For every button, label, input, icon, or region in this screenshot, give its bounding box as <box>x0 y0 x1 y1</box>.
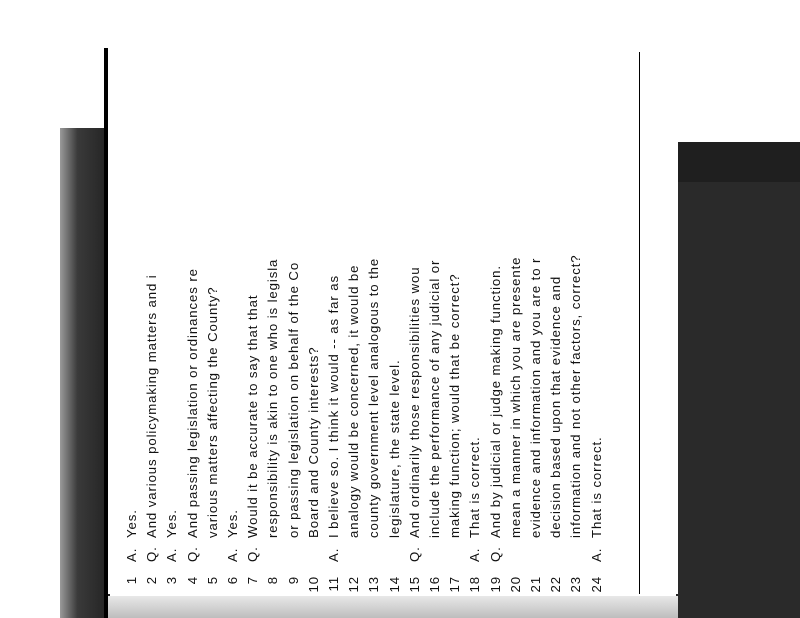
transcript-line <box>486 52 506 594</box>
line-text: various matters affecting the County? <box>204 286 220 538</box>
line-number: 7 <box>245 576 261 585</box>
line-number: 9 <box>285 576 301 585</box>
transcript-line <box>324 52 344 594</box>
scan-shadow-left <box>60 128 110 618</box>
speaker-label: A. <box>164 547 180 562</box>
line-number: 16 <box>427 576 442 593</box>
transcript-line <box>203 52 223 594</box>
transcript-line <box>162 52 182 594</box>
line-number: 14 <box>386 576 402 593</box>
transcript-line <box>263 52 283 594</box>
transcript-line <box>587 52 607 594</box>
line-text: responsibility is akin to one who is legisla <box>265 258 281 538</box>
line-number: 5 <box>204 576 220 585</box>
speaker-label: A. <box>326 547 341 562</box>
transcript-line <box>344 52 364 594</box>
transcript-page <box>108 52 678 594</box>
speaker-label: Q. <box>487 546 503 562</box>
transcript-line <box>425 52 445 594</box>
line-number: 13 <box>366 576 382 593</box>
line-text: And various policymaking matters and i <box>144 274 160 538</box>
line-number: 21 <box>528 576 543 593</box>
scan-shadow-right <box>676 142 800 618</box>
line-number: 15 <box>406 576 422 593</box>
line-text: And passing legislation or ordinances re <box>184 268 200 538</box>
transcript-line <box>284 52 304 594</box>
line-number: 18 <box>467 576 483 593</box>
transcript-line <box>546 52 566 594</box>
line-number: 8 <box>265 576 281 585</box>
line-text: or passing legislation on behalf of the Co <box>285 261 301 538</box>
transcript-line <box>223 52 243 594</box>
line-text: information and not other factors, correct? <box>568 254 584 538</box>
scan-bottom-strip <box>108 596 678 618</box>
speaker-label: Q. <box>184 546 200 562</box>
line-text: And by judicial or judge making function. <box>487 265 503 538</box>
line-text: mean a manner in which you are presente <box>507 256 523 538</box>
transcript-line <box>506 52 526 594</box>
line-text: decision based upon that evidence and <box>548 275 564 538</box>
speaker-label: A. <box>467 547 483 562</box>
line-number: 6 <box>225 576 240 585</box>
line-text: analogy would be concerned, it would be <box>346 264 362 538</box>
line-text: Would it be accurate to say that that <box>245 294 261 538</box>
transcript-line <box>122 52 142 594</box>
transcript-line <box>405 52 425 594</box>
transcript-line <box>183 52 203 594</box>
line-text: Yes. <box>225 509 240 538</box>
transcript-line <box>445 52 465 594</box>
line-number-rule <box>639 52 640 594</box>
speaker-label: Q. <box>245 546 261 562</box>
line-text: legislature, the state level. <box>386 359 402 538</box>
speaker-label: Q. <box>144 546 160 562</box>
line-number: 11 <box>326 576 341 592</box>
line-number: 24 <box>588 576 604 593</box>
line-text: Yes. <box>124 509 139 538</box>
line-text: Yes. <box>164 509 180 538</box>
transcript-line <box>142 52 162 594</box>
transcript-line <box>385 52 405 594</box>
line-text: include the performance of any judicial or <box>427 259 442 538</box>
transcript-line <box>304 52 324 594</box>
line-number: 23 <box>568 576 584 593</box>
transcript-line <box>526 52 546 594</box>
line-number: 22 <box>548 576 564 593</box>
line-text: I believe so. I think it would -- as far as <box>326 275 341 538</box>
transcript-line <box>243 52 263 594</box>
line-text: county government level analogous to the <box>366 257 382 538</box>
speaker-label: Q. <box>406 546 422 562</box>
scan-shadow-right-top <box>676 142 800 182</box>
speaker-label: A. <box>588 547 604 562</box>
line-number: 3 <box>164 576 180 585</box>
line-text: That is correct. <box>467 436 483 538</box>
line-number: 19 <box>487 576 503 593</box>
line-number: 20 <box>507 576 523 593</box>
transcript-line <box>465 52 485 594</box>
page-edge-border <box>104 48 108 618</box>
line-text: Board and County interests? <box>305 346 321 538</box>
speaker-label: A. <box>225 547 240 562</box>
line-number: 2 <box>144 576 160 585</box>
line-number: 10 <box>305 576 321 593</box>
line-number: 1 <box>124 576 139 585</box>
line-number: 4 <box>184 576 200 585</box>
transcript-page-content <box>108 52 678 594</box>
line-text: That is correct. <box>588 436 604 538</box>
line-text: making function; would that be correct? <box>447 273 463 538</box>
transcript-line <box>364 52 384 594</box>
transcript-line <box>566 52 586 594</box>
line-text: evidence and information and you are to r <box>528 257 543 538</box>
speaker-label: A. <box>124 547 139 562</box>
line-number: 17 <box>447 576 463 593</box>
line-number: 12 <box>346 576 362 593</box>
line-text: And ordinarily those responsibilities wou <box>406 266 422 538</box>
